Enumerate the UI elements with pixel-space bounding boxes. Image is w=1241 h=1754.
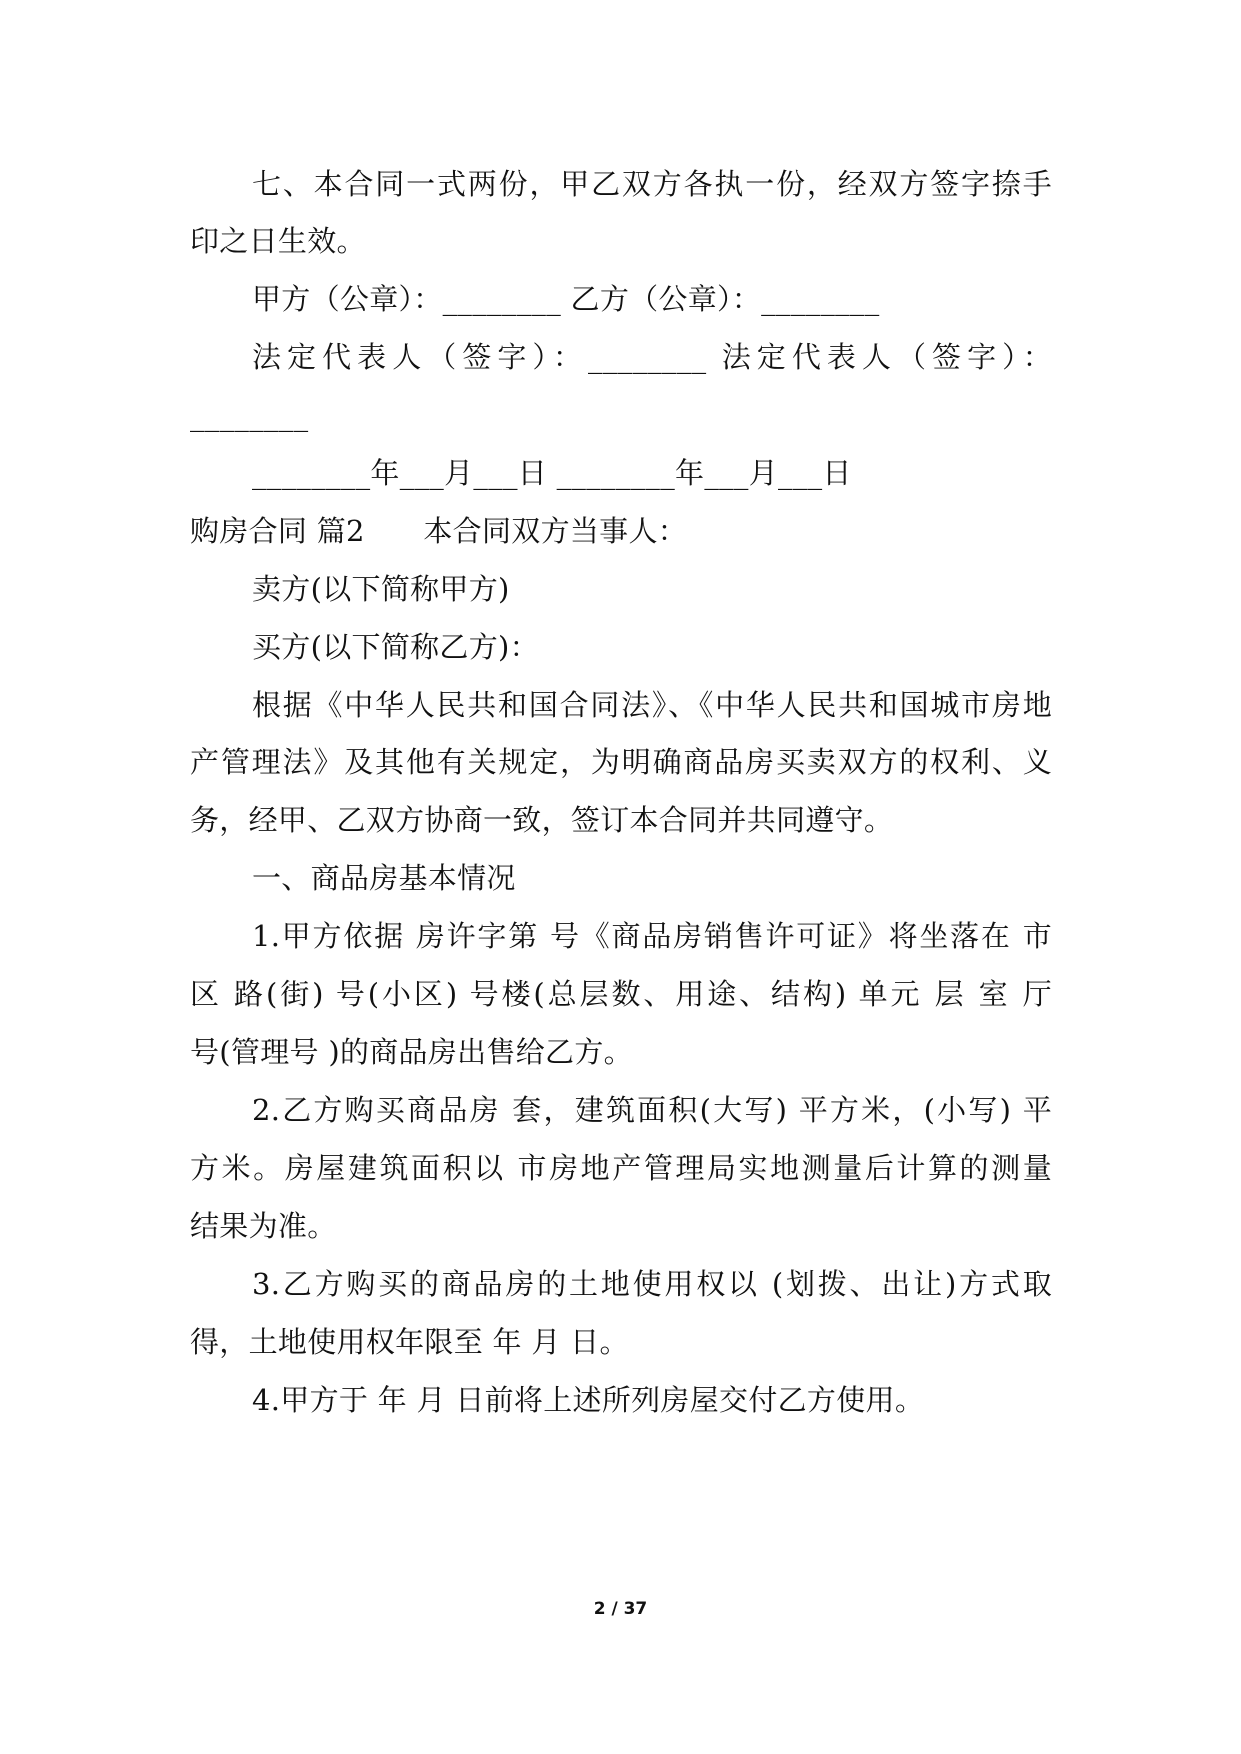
- item-1-line-3: 号(管理号 )的商品房出售给乙方。: [190, 1035, 633, 1069]
- item-1-line-1: 1.甲方依据 房许字第 号《商品房销售许可证》将坐落在 市: [252, 919, 1052, 953]
- item-1-line-2: 区 路(街) 号(小区) 号楼(总层数、用途、结构) 单元 层 室 厅: [190, 977, 1052, 1011]
- item-4-line: 4.甲方于 年 月 日前将上述所列房屋交付乙方使用。: [252, 1383, 925, 1417]
- seller-line: 卖方(以下简称甲方): [252, 572, 510, 606]
- item-3-line-2: 得，土地使用权年限至 年 月 日。: [190, 1325, 629, 1359]
- page-number: 2 / 37: [593, 1599, 648, 1619]
- item-2-line-1: 2.乙方购买商品房 套，建筑面积(大写) 平方米，(小写) 平: [252, 1093, 1052, 1127]
- party-seal-line: 甲方（公章）：________ 乙方（公章）：________: [252, 282, 880, 316]
- basis-paragraph-line-1: 根据《中华人民共和国合同法》、《中华人民共和国城市房地: [252, 688, 1052, 722]
- basis-paragraph-line-2: 产管理法》及其他有关规定，为明确商品房买卖双方的权利、义: [190, 745, 1052, 779]
- item-3-line-1: 3.乙方购买的商品房的土地使用权以 (划拨、出让)方式取: [252, 1267, 1052, 1301]
- clause-7-line-1: 七、本合同一式两份，甲乙双方各执一份，经双方签字捺手: [252, 167, 1052, 201]
- clause-7-line-2: 印之日生效。: [190, 224, 366, 258]
- legal-representative-line: 法定代表人（签字）：________ 法定代表人（签字）：: [252, 340, 1052, 374]
- section-one-heading: 一、商品房基本情况: [252, 861, 516, 895]
- buyer-line: 买方(以下简称乙方)：: [252, 630, 539, 664]
- date-line: ________年___月___日 ________年___月___日: [252, 456, 852, 490]
- contract-section-heading: 购房合同 篇2 本合同双方当事人：: [190, 514, 688, 548]
- basis-paragraph-line-3: 务，经甲、乙双方协商一致，签订本合同并共同遵守。: [190, 803, 894, 837]
- item-2-line-2: 方米。房屋建筑面积以 市房地产管理局实地测量后计算的测量: [190, 1151, 1052, 1185]
- legal-representative-blank: ________: [190, 398, 309, 432]
- item-2-line-3: 结果为准。: [190, 1209, 337, 1243]
